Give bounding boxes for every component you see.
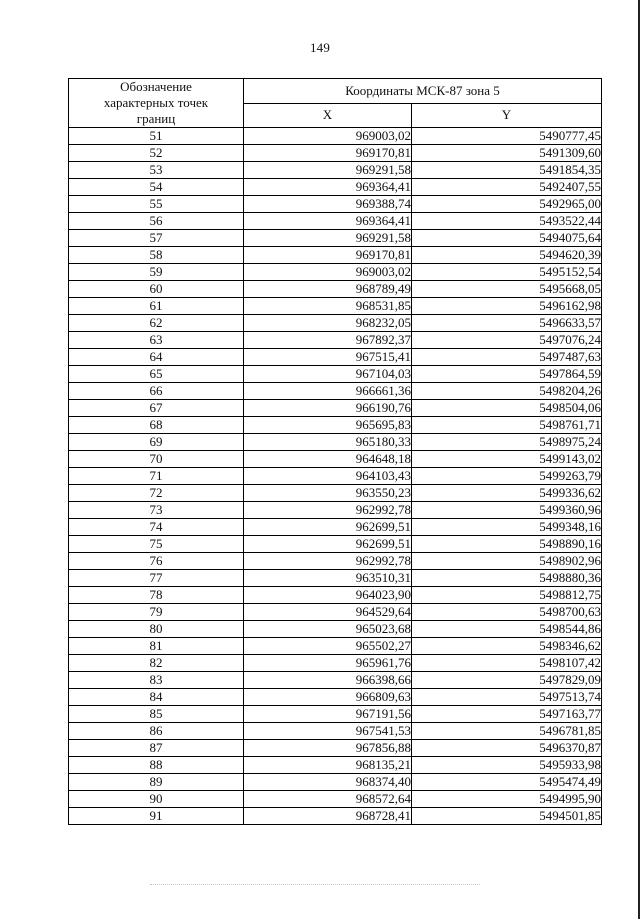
- y-coordinate-cell: 5499336,62: [412, 485, 602, 502]
- header-point-line3: границ: [136, 111, 176, 126]
- table-row: [69, 621, 602, 638]
- table-row: [69, 740, 602, 757]
- table-row: [69, 757, 602, 774]
- table-row: [69, 519, 602, 536]
- point-number-cell: 80: [69, 621, 244, 638]
- y-coordinate-cell: 5492965,00: [412, 196, 602, 213]
- y-coordinate-cell: 5492407,55: [412, 179, 602, 196]
- y-coordinate-cell: 5497513,74: [412, 689, 602, 706]
- header-coordinates: Координаты МСК-87 зона 5: [244, 79, 602, 104]
- point-number-cell: 55: [69, 196, 244, 213]
- point-number-cell: 78: [69, 587, 244, 604]
- table-row: [69, 179, 602, 196]
- point-number-cell: 59: [69, 264, 244, 281]
- header-point-line2: характерных точек: [103, 95, 209, 110]
- table-row: [69, 468, 602, 485]
- x-coordinate-cell: 969003,02: [244, 128, 412, 145]
- y-coordinate-cell: 5496781,85: [412, 723, 602, 740]
- point-number-cell: 51: [69, 128, 244, 145]
- y-coordinate-cell: 5498812,75: [412, 587, 602, 604]
- x-coordinate-cell: 966398,66: [244, 672, 412, 689]
- y-coordinate-cell: 5498890,16: [412, 536, 602, 553]
- y-coordinate-cell: 5494075,64: [412, 230, 602, 247]
- y-coordinate-cell: 5499143,02: [412, 451, 602, 468]
- x-coordinate-cell: 969003,02: [244, 264, 412, 281]
- y-coordinate-cell: 5497487,63: [412, 349, 602, 366]
- table-row: [69, 230, 602, 247]
- table-row: [69, 315, 602, 332]
- table-row: [69, 383, 602, 400]
- point-number-cell: 84: [69, 689, 244, 706]
- y-coordinate-cell: 5498700,63: [412, 604, 602, 621]
- table-row: [69, 298, 602, 315]
- table-row: [69, 264, 602, 281]
- x-coordinate-cell: 968572,64: [244, 791, 412, 808]
- point-number-cell: 87: [69, 740, 244, 757]
- x-coordinate-cell: 968789,49: [244, 281, 412, 298]
- y-coordinate-cell: 5498204,26: [412, 383, 602, 400]
- x-coordinate-cell: 968374,40: [244, 774, 412, 791]
- table-row: [69, 587, 602, 604]
- table-row: [69, 417, 602, 434]
- y-coordinate-cell: 5497076,24: [412, 332, 602, 349]
- y-coordinate-cell: 5491309,60: [412, 145, 602, 162]
- table-row: [69, 791, 602, 808]
- y-coordinate-cell: 5498880,36: [412, 570, 602, 587]
- table-row: [69, 434, 602, 451]
- y-coordinate-cell: 5497864,59: [412, 366, 602, 383]
- point-number-cell: 63: [69, 332, 244, 349]
- x-coordinate-cell: 966661,36: [244, 383, 412, 400]
- point-number-cell: 74: [69, 519, 244, 536]
- point-number-cell: 86: [69, 723, 244, 740]
- y-coordinate-cell: 5490777,45: [412, 128, 602, 145]
- x-coordinate-cell: 963510,31: [244, 570, 412, 587]
- table-row: [69, 162, 602, 179]
- x-coordinate-cell: 964023,90: [244, 587, 412, 604]
- point-number-cell: 54: [69, 179, 244, 196]
- point-number-cell: 76: [69, 553, 244, 570]
- table-row: [69, 604, 602, 621]
- point-number-cell: 66: [69, 383, 244, 400]
- x-coordinate-cell: 967856,88: [244, 740, 412, 757]
- table-row: [69, 638, 602, 655]
- header-row-main: [69, 79, 602, 104]
- coordinates-table: [68, 78, 602, 825]
- table-row: [69, 808, 602, 825]
- point-number-cell: 57: [69, 230, 244, 247]
- point-number-cell: 58: [69, 247, 244, 264]
- y-coordinate-cell: 5496370,87: [412, 740, 602, 757]
- point-number-cell: 81: [69, 638, 244, 655]
- table-row: [69, 570, 602, 587]
- table-row: [69, 213, 602, 230]
- point-number-cell: 82: [69, 655, 244, 672]
- x-coordinate-cell: 969364,41: [244, 213, 412, 230]
- y-coordinate-cell: 5498504,06: [412, 400, 602, 417]
- point-number-cell: 90: [69, 791, 244, 808]
- header-point-designation: [69, 79, 244, 128]
- point-number-cell: 77: [69, 570, 244, 587]
- y-coordinate-cell: 5491854,35: [412, 162, 602, 179]
- x-coordinate-cell: 965502,27: [244, 638, 412, 655]
- y-coordinate-cell: 5498761,71: [412, 417, 602, 434]
- point-number-cell: 79: [69, 604, 244, 621]
- table-row: [69, 689, 602, 706]
- y-coordinate-cell: 5498107,42: [412, 655, 602, 672]
- table-row: [69, 145, 602, 162]
- y-coordinate-cell: 5493522,44: [412, 213, 602, 230]
- x-coordinate-cell: 969170,81: [244, 247, 412, 264]
- point-number-cell: 85: [69, 706, 244, 723]
- x-coordinate-cell: 968135,21: [244, 757, 412, 774]
- table-row: [69, 247, 602, 264]
- point-number-cell: 88: [69, 757, 244, 774]
- table-row: [69, 281, 602, 298]
- y-coordinate-cell: 5494620,39: [412, 247, 602, 264]
- y-coordinate-cell: 5498902,96: [412, 553, 602, 570]
- x-coordinate-cell: 969170,81: [244, 145, 412, 162]
- header-y: Y: [412, 103, 602, 128]
- point-number-cell: 52: [69, 145, 244, 162]
- y-coordinate-cell: 5498544,86: [412, 621, 602, 638]
- y-coordinate-cell: 5499263,79: [412, 468, 602, 485]
- x-coordinate-cell: 969364,41: [244, 179, 412, 196]
- header-x: X: [244, 103, 412, 128]
- x-coordinate-cell: 969291,58: [244, 162, 412, 179]
- y-coordinate-cell: 5498346,62: [412, 638, 602, 655]
- y-coordinate-cell: 5496633,57: [412, 315, 602, 332]
- y-coordinate-cell: 5495933,98: [412, 757, 602, 774]
- x-coordinate-cell: 969291,58: [244, 230, 412, 247]
- x-coordinate-cell: 968232,05: [244, 315, 412, 332]
- y-coordinate-cell: 5497163,77: [412, 706, 602, 723]
- point-number-cell: 67: [69, 400, 244, 417]
- table-row: [69, 485, 602, 502]
- point-number-cell: 89: [69, 774, 244, 791]
- x-coordinate-cell: 969388,74: [244, 196, 412, 213]
- point-number-cell: 71: [69, 468, 244, 485]
- x-coordinate-cell: 967104,03: [244, 366, 412, 383]
- y-coordinate-cell: 5498975,24: [412, 434, 602, 451]
- point-number-cell: 62: [69, 315, 244, 332]
- x-coordinate-cell: 964103,43: [244, 468, 412, 485]
- y-coordinate-cell: 5495668,05: [412, 281, 602, 298]
- x-coordinate-cell: 962992,78: [244, 502, 412, 519]
- x-coordinate-cell: 967191,56: [244, 706, 412, 723]
- x-coordinate-cell: 964529,64: [244, 604, 412, 621]
- y-coordinate-cell: 5497829,09: [412, 672, 602, 689]
- x-coordinate-cell: 962699,51: [244, 519, 412, 536]
- y-coordinate-cell: 5494501,85: [412, 808, 602, 825]
- y-coordinate-cell: 5496162,98: [412, 298, 602, 315]
- table-row: [69, 774, 602, 791]
- point-number-cell: 65: [69, 366, 244, 383]
- point-number-cell: 70: [69, 451, 244, 468]
- x-coordinate-cell: 965023,68: [244, 621, 412, 638]
- x-coordinate-cell: 968531,85: [244, 298, 412, 315]
- table-row: [69, 400, 602, 417]
- table-row: [69, 723, 602, 740]
- point-number-cell: 64: [69, 349, 244, 366]
- table-header: [69, 79, 602, 128]
- x-coordinate-cell: 968728,41: [244, 808, 412, 825]
- table-row: [69, 451, 602, 468]
- x-coordinate-cell: 966809,63: [244, 689, 412, 706]
- x-coordinate-cell: 967892,37: [244, 332, 412, 349]
- header-point-line1: Обозначение: [120, 79, 192, 94]
- table-row: [69, 672, 602, 689]
- table-row: [69, 706, 602, 723]
- table-row: [69, 349, 602, 366]
- y-coordinate-cell: 5499360,96: [412, 502, 602, 519]
- point-number-cell: 56: [69, 213, 244, 230]
- page-number: 149: [309, 40, 331, 55]
- x-coordinate-cell: 965695,83: [244, 417, 412, 434]
- point-number-cell: 69: [69, 434, 244, 451]
- x-coordinate-cell: 963550,23: [244, 485, 412, 502]
- table-row: [69, 502, 602, 519]
- x-coordinate-cell: 966190,76: [244, 400, 412, 417]
- point-number-cell: 60: [69, 281, 244, 298]
- faint-scan-line: [150, 884, 480, 885]
- table-row: [69, 128, 602, 145]
- table-row: [69, 655, 602, 672]
- y-coordinate-cell: 5495152,54: [412, 264, 602, 281]
- x-coordinate-cell: 964648,18: [244, 451, 412, 468]
- x-coordinate-cell: 965961,76: [244, 655, 412, 672]
- x-coordinate-cell: 962992,78: [244, 553, 412, 570]
- y-coordinate-cell: 5495474,49: [412, 774, 602, 791]
- y-coordinate-cell: 5494995,90: [412, 791, 602, 808]
- table-row: [69, 536, 602, 553]
- table-row: [69, 366, 602, 383]
- point-number-cell: 61: [69, 298, 244, 315]
- point-number-cell: 73: [69, 502, 244, 519]
- point-number-cell: 75: [69, 536, 244, 553]
- x-coordinate-cell: 967515,41: [244, 349, 412, 366]
- x-coordinate-cell: 962699,51: [244, 536, 412, 553]
- table-row: [69, 196, 602, 213]
- point-number-cell: 83: [69, 672, 244, 689]
- x-coordinate-cell: 967541,53: [244, 723, 412, 740]
- x-coordinate-cell: 965180,33: [244, 434, 412, 451]
- point-number-cell: 53: [69, 162, 244, 179]
- y-coordinate-cell: 5499348,16: [412, 519, 602, 536]
- point-number-cell: 91: [69, 808, 244, 825]
- point-number-cell: 68: [69, 417, 244, 434]
- table-row: [69, 553, 602, 570]
- table-body: [69, 128, 602, 825]
- table-row: [69, 332, 602, 349]
- point-number-cell: 72: [69, 485, 244, 502]
